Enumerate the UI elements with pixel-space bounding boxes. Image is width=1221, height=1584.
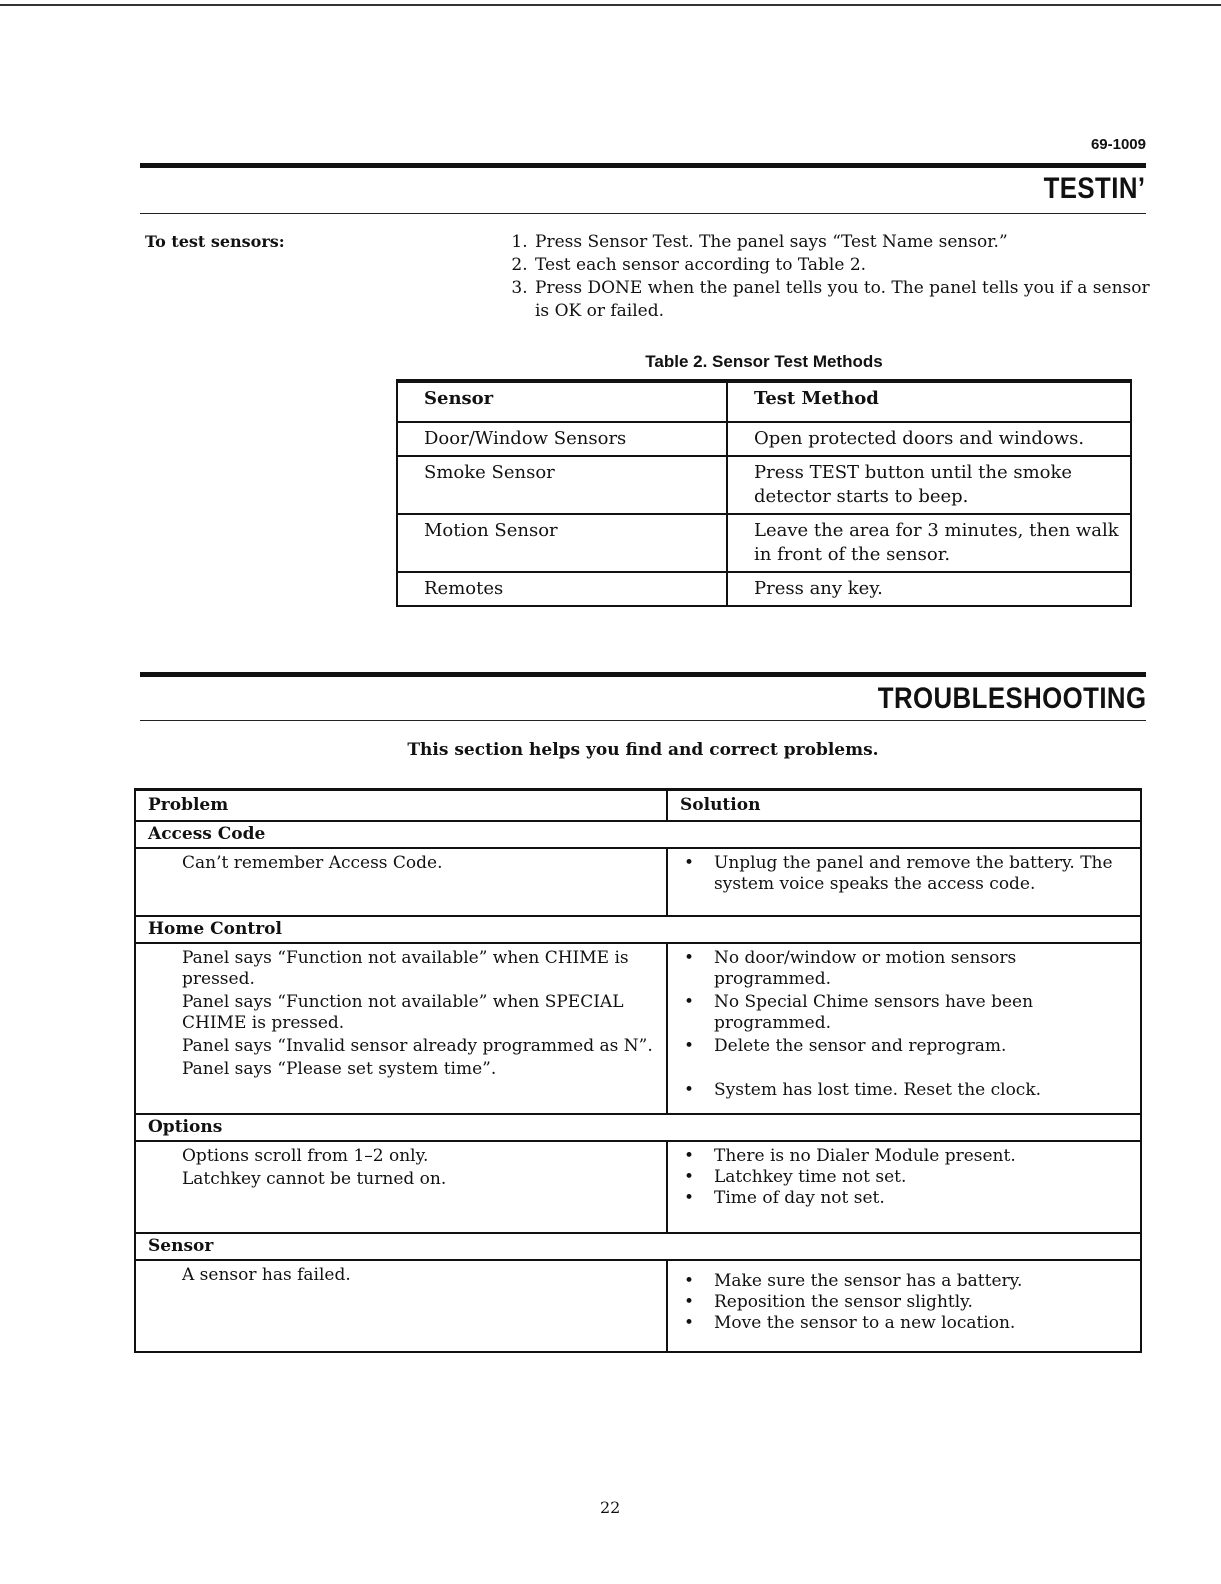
- problem-cell: [135, 848, 667, 916]
- table-header-row: [397, 381, 1131, 422]
- solution-item: [680, 1080, 1134, 1101]
- solution-cell: [667, 1260, 1141, 1352]
- table-row: [135, 1260, 1141, 1352]
- bullet: •: [684, 948, 695, 968]
- sensor-cell: Door/Window Sensors: [397, 422, 727, 456]
- sensor-cell: Remotes: [397, 572, 727, 606]
- solution-item: [680, 1271, 1134, 1292]
- sensor-test-table: [396, 379, 1132, 607]
- bullet: •: [684, 1080, 695, 1100]
- solution-item: [680, 1036, 1134, 1080]
- bullet: •: [684, 1292, 695, 1312]
- problem-text: Panel says “Function not available” when CHIME is pressed.: [182, 948, 629, 989]
- method-cell: Leave the area for 3 minutes, then walk in front of the sensor.: [727, 514, 1131, 572]
- solution-text: System has lost time. Reset the clock.: [714, 1080, 1042, 1100]
- table-row: [397, 514, 1131, 572]
- table-row: [397, 456, 1131, 514]
- category-options: Options: [135, 1114, 1141, 1141]
- solution-cell: [667, 943, 1141, 1114]
- bullet: •: [684, 1271, 695, 1291]
- problem-cell: [135, 1141, 667, 1233]
- solution-text: Unplug the panel and remove the battery. The system voice speaks the access code.: [714, 853, 1113, 894]
- category-row: [135, 916, 1141, 943]
- table-row: [135, 848, 1141, 916]
- table-header-row: [135, 790, 1141, 822]
- troubleshooting-rule-top: [140, 672, 1146, 677]
- problem-text: Panel says “Please set system time”.: [182, 1059, 497, 1079]
- bullet: •: [684, 1167, 695, 1187]
- solution-text: Time of day not set.: [714, 1188, 885, 1208]
- test-step: 3. Press DONE when the panel tells you to. The panel tells you if a sensor is OK or failed.: [533, 277, 1153, 323]
- solution-item: [680, 853, 1134, 895]
- scan-top-edge: [0, 4, 1221, 6]
- category-row: [135, 821, 1141, 848]
- bullet: •: [684, 1036, 695, 1056]
- problem-text: A sensor has failed.: [182, 1265, 351, 1285]
- problem-cell: [135, 1260, 667, 1352]
- test-steps-list: [505, 231, 1153, 323]
- page-number: 22: [600, 1498, 621, 1517]
- testing-rule-bottom: [140, 213, 1146, 214]
- solution-text: Latchkey time not set.: [714, 1167, 907, 1187]
- problem-text: Panel says “Invalid sensor already programmed as N”.: [182, 1036, 653, 1056]
- solution-item: [680, 992, 1134, 1036]
- method-cell: Press any key.: [727, 572, 1131, 606]
- troubleshooting-intro: This section helps you find and correct problems.: [407, 740, 879, 760]
- sensor-cell: Motion Sensor: [397, 514, 727, 572]
- solution-cell: [667, 1141, 1141, 1233]
- method-cell: Open protected doors and windows.: [727, 422, 1131, 456]
- testing-title: TESTIN’: [1044, 172, 1146, 205]
- solution-text: Make sure the sensor has a battery.: [714, 1271, 1023, 1291]
- category-sensor: Sensor: [135, 1233, 1141, 1260]
- solution-item: [680, 948, 1134, 992]
- troubleshooting-rule-bottom: [140, 720, 1146, 721]
- problem-text: Latchkey cannot be turned on.: [182, 1169, 447, 1189]
- solution-cell: [667, 848, 1141, 916]
- testing-rule-top: [140, 163, 1146, 168]
- problem-cell: [135, 943, 667, 1114]
- document-number: 69-1009: [1090, 136, 1146, 153]
- method-cell: Press TEST button until the smoke detector starts to beep.: [727, 456, 1131, 514]
- column-header-problem: Problem: [135, 790, 667, 822]
- solution-text: Delete the sensor and reprogram.: [714, 1036, 1007, 1056]
- column-header-solution: Solution: [667, 790, 1141, 822]
- category-home-control: Home Control: [135, 916, 1141, 943]
- table-caption: Table 2. Sensor Test Methods: [645, 352, 883, 371]
- problem-text: Panel says “Function not available” when SPECIAL CHIME is pressed.: [182, 992, 624, 1033]
- problem-text: Can’t remember Access Code.: [182, 853, 443, 873]
- sensor-cell: Smoke Sensor: [397, 456, 727, 514]
- category-row: [135, 1114, 1141, 1141]
- table-row: [397, 572, 1131, 606]
- category-row: [135, 1233, 1141, 1260]
- solution-text: No door/window or motion sensors programmed.: [714, 948, 1017, 989]
- table-row: [135, 943, 1141, 1114]
- solution-item: [680, 1292, 1134, 1313]
- solution-text: There is no Dialer Module present.: [714, 1146, 1016, 1166]
- solution-item: [680, 1313, 1134, 1334]
- column-header-sensor: Sensor: [397, 381, 727, 422]
- bullet: •: [684, 1313, 695, 1333]
- troubleshooting-title: TROUBLESHOOTING: [877, 682, 1146, 715]
- troubleshooting-table: [134, 788, 1142, 1353]
- bullet: •: [684, 992, 695, 1012]
- solution-text: Move the sensor to a new location.: [714, 1313, 1016, 1333]
- solution-text: Reposition the sensor slightly.: [714, 1292, 973, 1312]
- test-sensors-label: To test sensors:: [145, 232, 285, 251]
- test-step: 2. Test each sensor according to Table 2.: [533, 254, 1153, 277]
- category-access-code: Access Code: [135, 821, 1141, 848]
- bullet: •: [684, 1146, 695, 1166]
- column-header-test-method: Test Method: [727, 381, 1131, 422]
- bullet: •: [684, 853, 695, 873]
- solution-item: [680, 1146, 1134, 1167]
- table-row: [135, 1141, 1141, 1233]
- solution-item: [680, 1167, 1134, 1188]
- table-row: [397, 422, 1131, 456]
- solution-text: No Special Chime sensors have been programmed.: [714, 992, 1034, 1033]
- bullet: •: [684, 1188, 695, 1208]
- test-step: 1. Press Sensor Test. The panel says “Test Name sensor.”: [533, 231, 1153, 254]
- problem-text: Options scroll from 1–2 only.: [182, 1146, 429, 1166]
- solution-item: [680, 1188, 1134, 1209]
